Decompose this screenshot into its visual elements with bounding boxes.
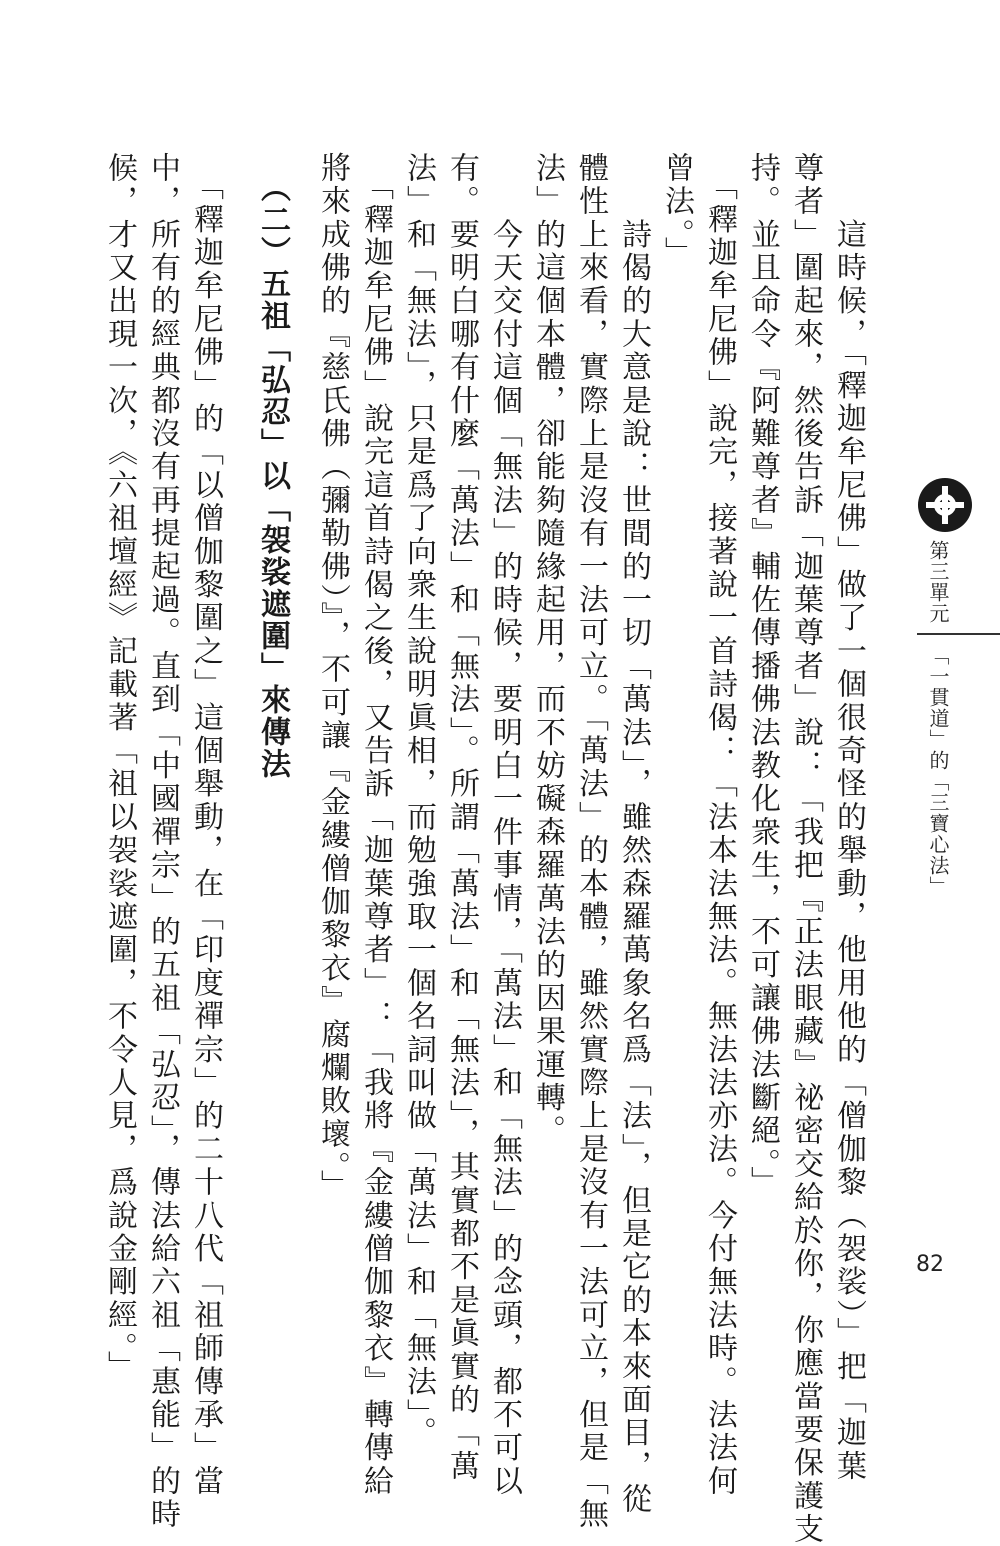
body-line-15: 中，所有的經典都沒有再提起過。直到「中國禪宗」的五祖「弘忍」，傳法給六祖「惠能」的時 bbox=[145, 152, 180, 1532]
body-line-13: 將來成佛的『慈氏佛（彌勒佛）』，不可讓『金縷僧伽黎衣』腐爛敗壞。」 bbox=[315, 152, 350, 1203]
unit-label: 第三單元 bbox=[926, 540, 950, 624]
body-line-7: 體性上來看，實際上是沒有一法可立。「萬法」的本體，雖然實際上是沒有一法可立，但是「無 bbox=[573, 152, 608, 1532]
body-line-14: 「釋迦牟尼佛」的「以僧伽黎圍之」這個舉動，在「印度禪宗」的二十八代「祖師傳承」當 bbox=[188, 152, 223, 1499]
body-line-12: 「釋迦牟尼佛」說完這首詩偈之後，又告訴「迦葉尊者」：「我將『金縷僧伽黎衣』轉傳給 bbox=[358, 152, 393, 1499]
body-line-6: 詩偈的大意是說：世間的一切「萬法」，雖然森羅萬象名爲「法」，但是它的本來面目，從 bbox=[616, 152, 651, 1517]
section-heading: （二）五祖「弘忍」以「袈裟遮圍」來傳法 bbox=[255, 172, 290, 780]
body-line-2: 尊者」圍起來，然後告訴「迦葉尊者」說：「我把『正法眼藏』祕密交給於你，你應當要保護支 bbox=[788, 152, 823, 1546]
book-title: 「一貫道」的「三寶心法」 bbox=[926, 645, 950, 897]
body-line-9: 今天交付這個「無法」的時候，要明白一件事情，「萬法」和「無法」的念頭，都不可以 bbox=[487, 152, 522, 1499]
body-line-3: 持。並且命令『阿難尊者』輔佐傳播佛法教化衆生，不可讓佛法斷絕。」 bbox=[745, 152, 780, 1200]
body-line-1: 這時候，「釋迦牟尼佛」做了一個很奇怪的舉動，他用他的「僧伽黎（袈裟）」把「迦葉 bbox=[831, 152, 866, 1484]
header-divider bbox=[917, 633, 1000, 635]
yiguandao-emblem-icon bbox=[918, 478, 972, 532]
page-number: 82 bbox=[916, 1252, 944, 1277]
body-line-4: 「釋迦牟尼佛」說完，接著說一首詩偈：「法本法無法。無法法亦法。今付無法時。法法何 bbox=[702, 152, 737, 1499]
body-line-11: 法」和「無法」，只是爲了向衆生說明眞相，而勉強取一個名詞叫做「萬法」和「無法」。 bbox=[401, 152, 436, 1450]
body-line-8: 法」的這個本體，卻能夠隨緣起用，而不妨礙森羅萬法的因果運轉。 bbox=[530, 152, 565, 1148]
body-line-16: 候，才又出現一次，《六祖壇經》記載著「祖以袈裟遮圍，不令人見，爲說金剛經。」 bbox=[102, 152, 137, 1384]
body-line-10: 有。要明白哪有什麼「萬法」和「無法」。所謂「萬法」和「無法」，其實都不是眞實的「萬 bbox=[444, 152, 479, 1484]
body-line-5: 曾法。」 bbox=[659, 152, 694, 270]
